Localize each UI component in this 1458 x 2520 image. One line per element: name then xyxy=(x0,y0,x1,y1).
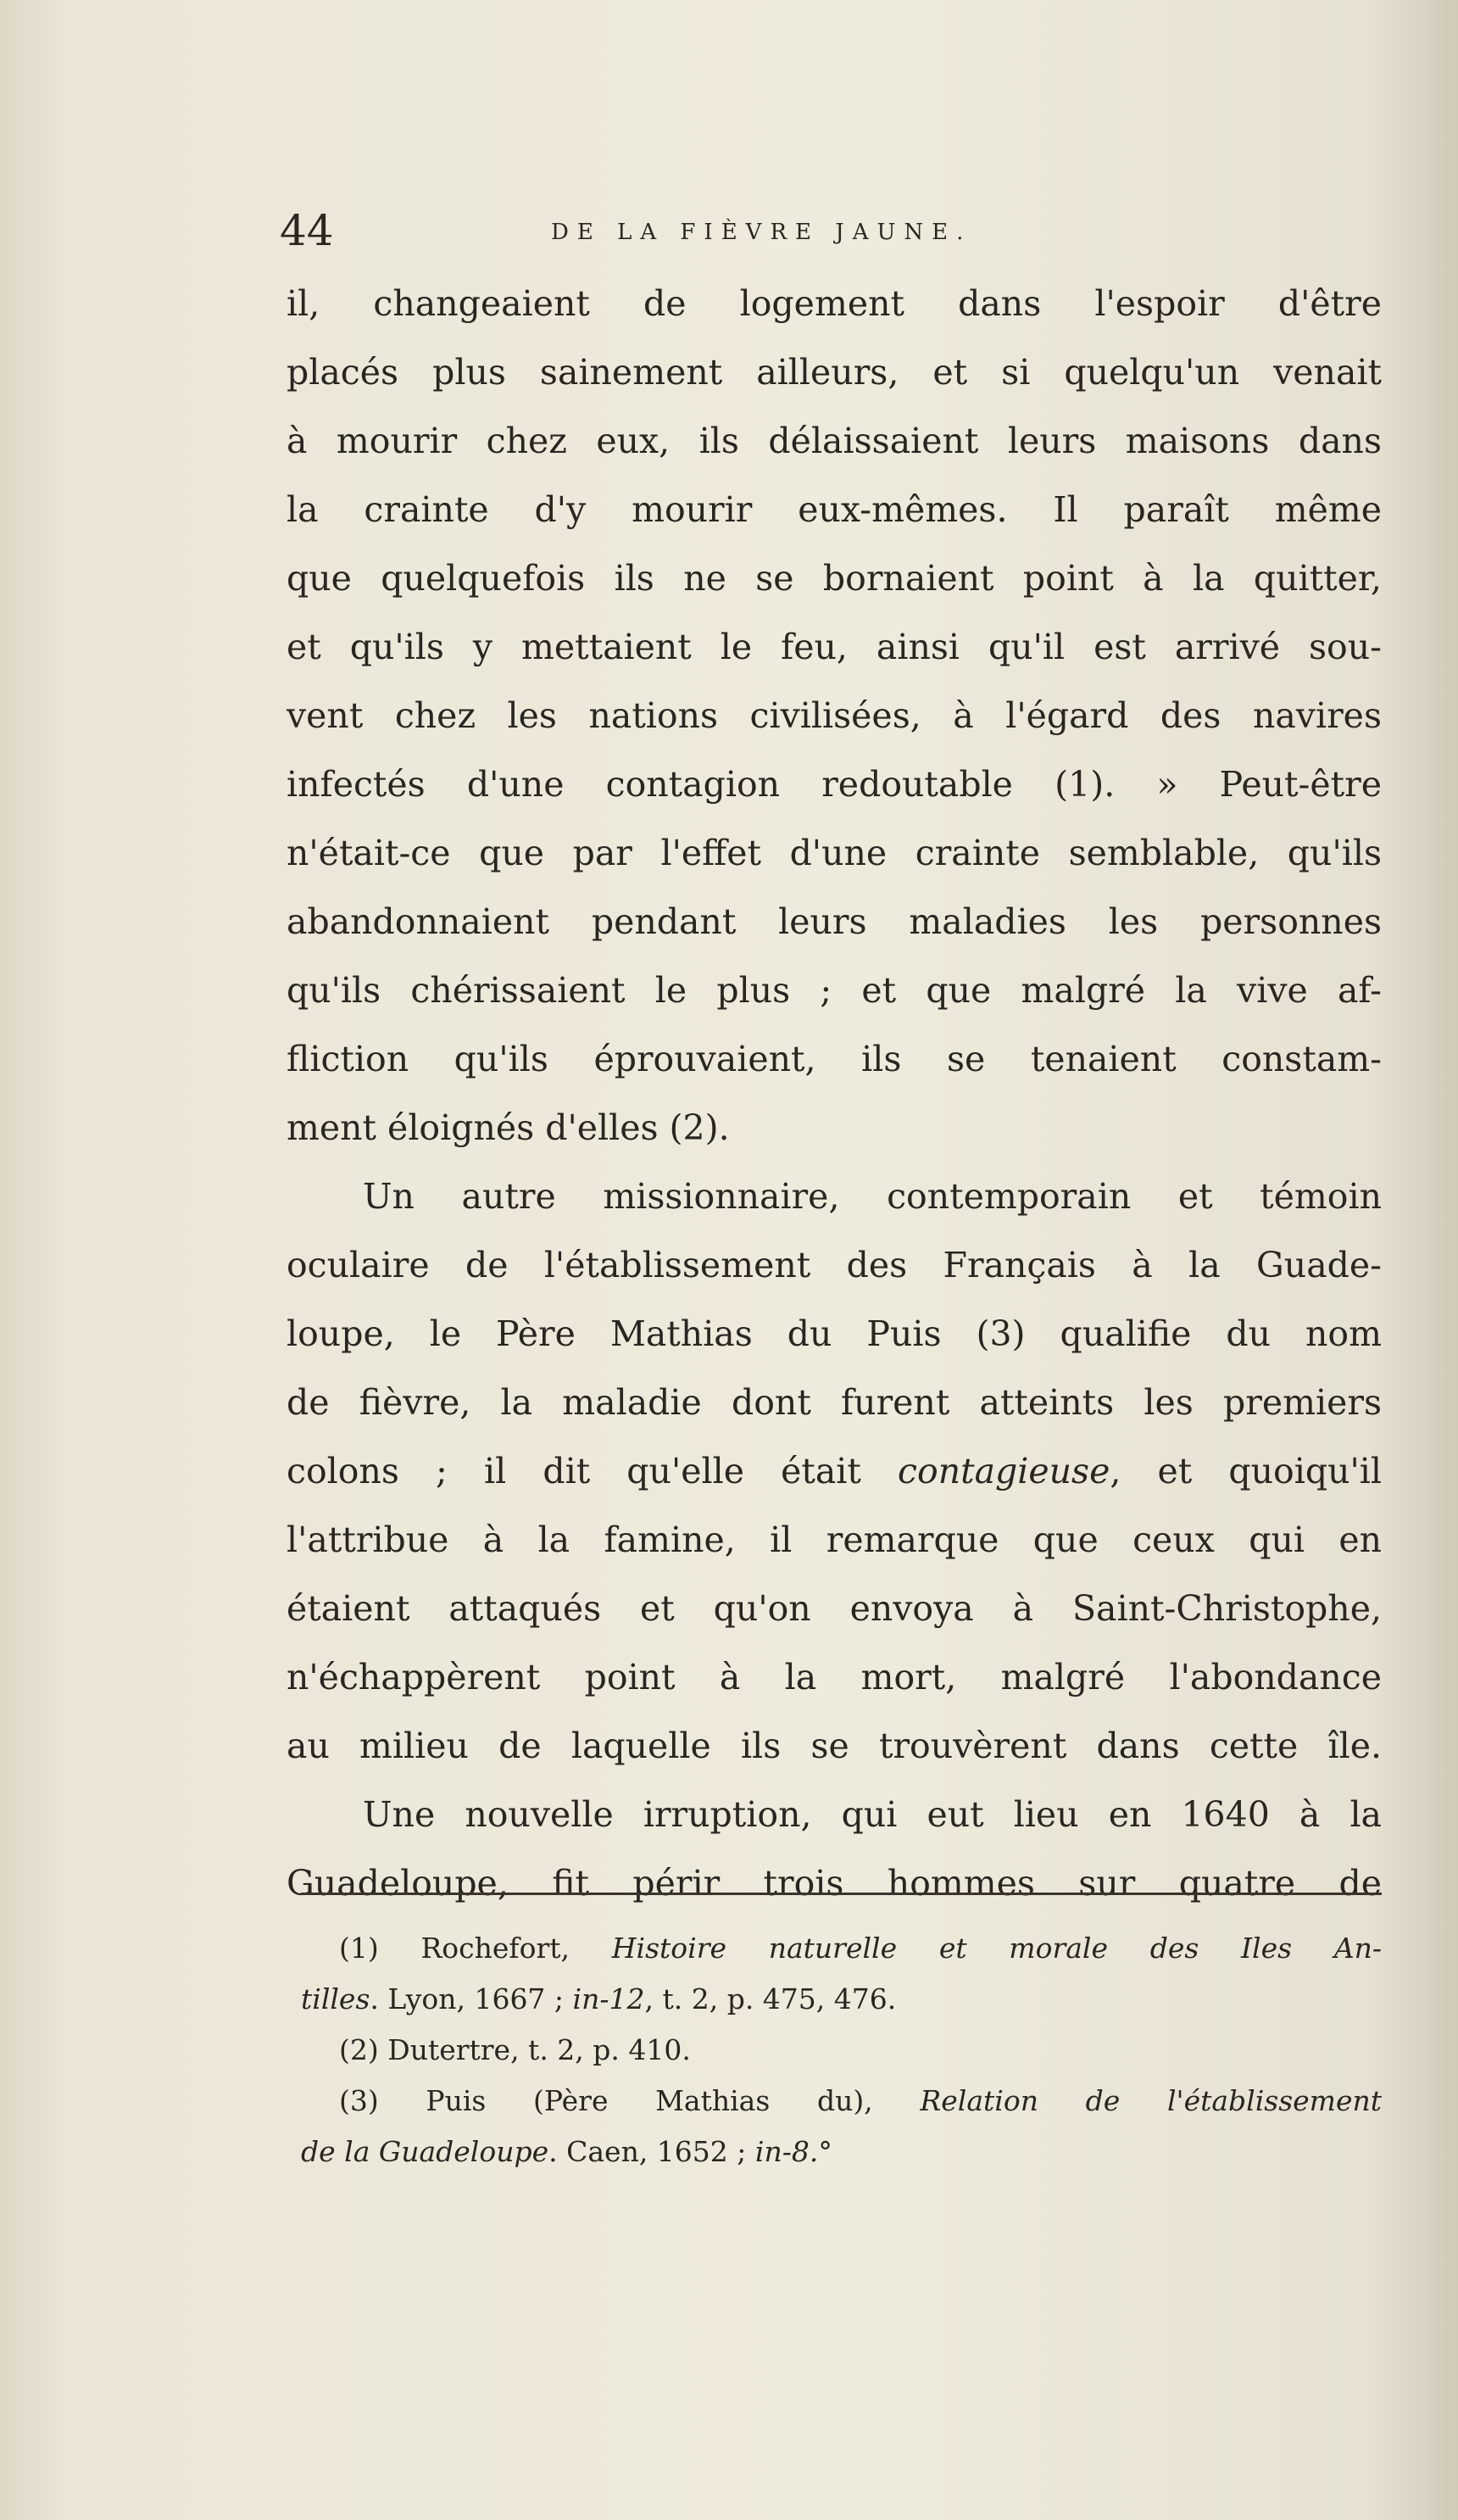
text-line: qu'ils chérissaient le plus ; et que malgré la vive af- xyxy=(287,970,1382,1011)
footnote-3-cont xyxy=(301,2127,1382,2177)
footnote-format: in-12 xyxy=(572,1982,645,2015)
footnote-1-cont xyxy=(301,1974,1382,2025)
footnote-title: Relation de l'établissement xyxy=(920,2084,1383,2117)
text-line: loupe, le Père Mathias du Puis (3) qualifie du nom xyxy=(287,1313,1382,1354)
page-number: 44 xyxy=(280,206,334,255)
text-line: ment éloignés d'elles (2). xyxy=(287,1107,730,1148)
footnote-text: . Caen, 1652 ; xyxy=(548,2135,747,2168)
footnote-text: , t. 2, p. 475, 476. xyxy=(644,1982,897,2015)
text-line: abandonnaient pendant leurs maladies les personnes xyxy=(287,901,1382,942)
text-line xyxy=(287,1437,1382,1506)
text-line: fliction qu'ils éprouvaient, ils se tenaient constam- xyxy=(287,1039,1382,1079)
footnote-text: (3) Puis (Père Mathias du), xyxy=(339,2084,873,2117)
text-line: oculaire de l'établissement des Français à la Guade- xyxy=(287,1245,1382,1285)
running-head xyxy=(280,205,1356,265)
footnotes xyxy=(301,1923,1383,2177)
footnote-3 xyxy=(339,2076,1382,2127)
text-line: de fièvre, la maladie dont furent atteints les premiers xyxy=(287,1382,1382,1423)
footnote-1 xyxy=(339,1923,1382,1974)
footnote-title: Histoire naturelle et morale des Iles An- xyxy=(611,1932,1382,1965)
footnote-format: in-8.° xyxy=(754,2135,832,2168)
footnote-title: de la Guadeloupe xyxy=(301,2135,549,2168)
text-line: à mourir chez eux, ils délaissaient leurs maisons dans xyxy=(287,421,1382,461)
text-line: au milieu de laquelle ils se trouvèrent dans cette île. xyxy=(287,1726,1382,1766)
footnote-text: (1) Rochefort, xyxy=(339,1932,570,1965)
text-segment: , et quoiqu'il xyxy=(1110,1451,1383,1491)
text-line: que quelquefois ils ne se bornaient point à la quitter, xyxy=(287,558,1382,599)
running-title: DE LA FIÈVRE JAUNE. xyxy=(551,220,972,245)
text-line: infectés d'une contagion redoutable (1). » Peut-être xyxy=(287,764,1382,805)
text-line: n'était-ce que par l'effet d'une crainte semblable, qu'ils xyxy=(287,833,1382,873)
text-line: l'attribue à la famine, il remarque que ceux qui en xyxy=(287,1519,1382,1560)
text-line: Une nouvelle irruption, qui eut lieu en 1640 à la xyxy=(363,1794,1382,1835)
text-line: placés plus sainement ailleurs, et si quelqu'un venait xyxy=(287,352,1382,393)
text-line: vent chez les nations civilisées, à l'égard des navires xyxy=(287,695,1382,736)
italic-word: contagieuse xyxy=(898,1451,1110,1491)
text-line: il, changeaient de logement dans l'espoir d'être xyxy=(287,283,1382,324)
footnote-title: tilles xyxy=(301,1982,370,2015)
footnote-2 xyxy=(339,2025,1382,2076)
text-line: et qu'ils y mettaient le feu, ainsi qu'il est arrivé sou- xyxy=(287,627,1382,667)
main-text xyxy=(287,270,1382,1918)
footnote-divider xyxy=(301,1893,1382,1895)
footnote-text: (2) Dutertre, t. 2, p. 410. xyxy=(339,2033,691,2066)
text-line: étaient attaqués et qu'on envoya à Saint-Christophe, xyxy=(287,1588,1382,1629)
text-line: Guadeloupe, fit périr trois hommes sur quatre de xyxy=(287,1863,1382,1904)
footnote-text: . Lyon, 1667 ; xyxy=(370,1982,565,2015)
text-line: Un autre missionnaire, contemporain et témoin xyxy=(363,1176,1382,1217)
text-line: n'échappèrent point à la mort, malgré l'abondance xyxy=(287,1657,1382,1698)
text-segment: colons ; il dit qu'elle était xyxy=(287,1451,861,1491)
text-line: la crainte d'y mourir eux-mêmes. Il paraît même xyxy=(287,489,1382,530)
